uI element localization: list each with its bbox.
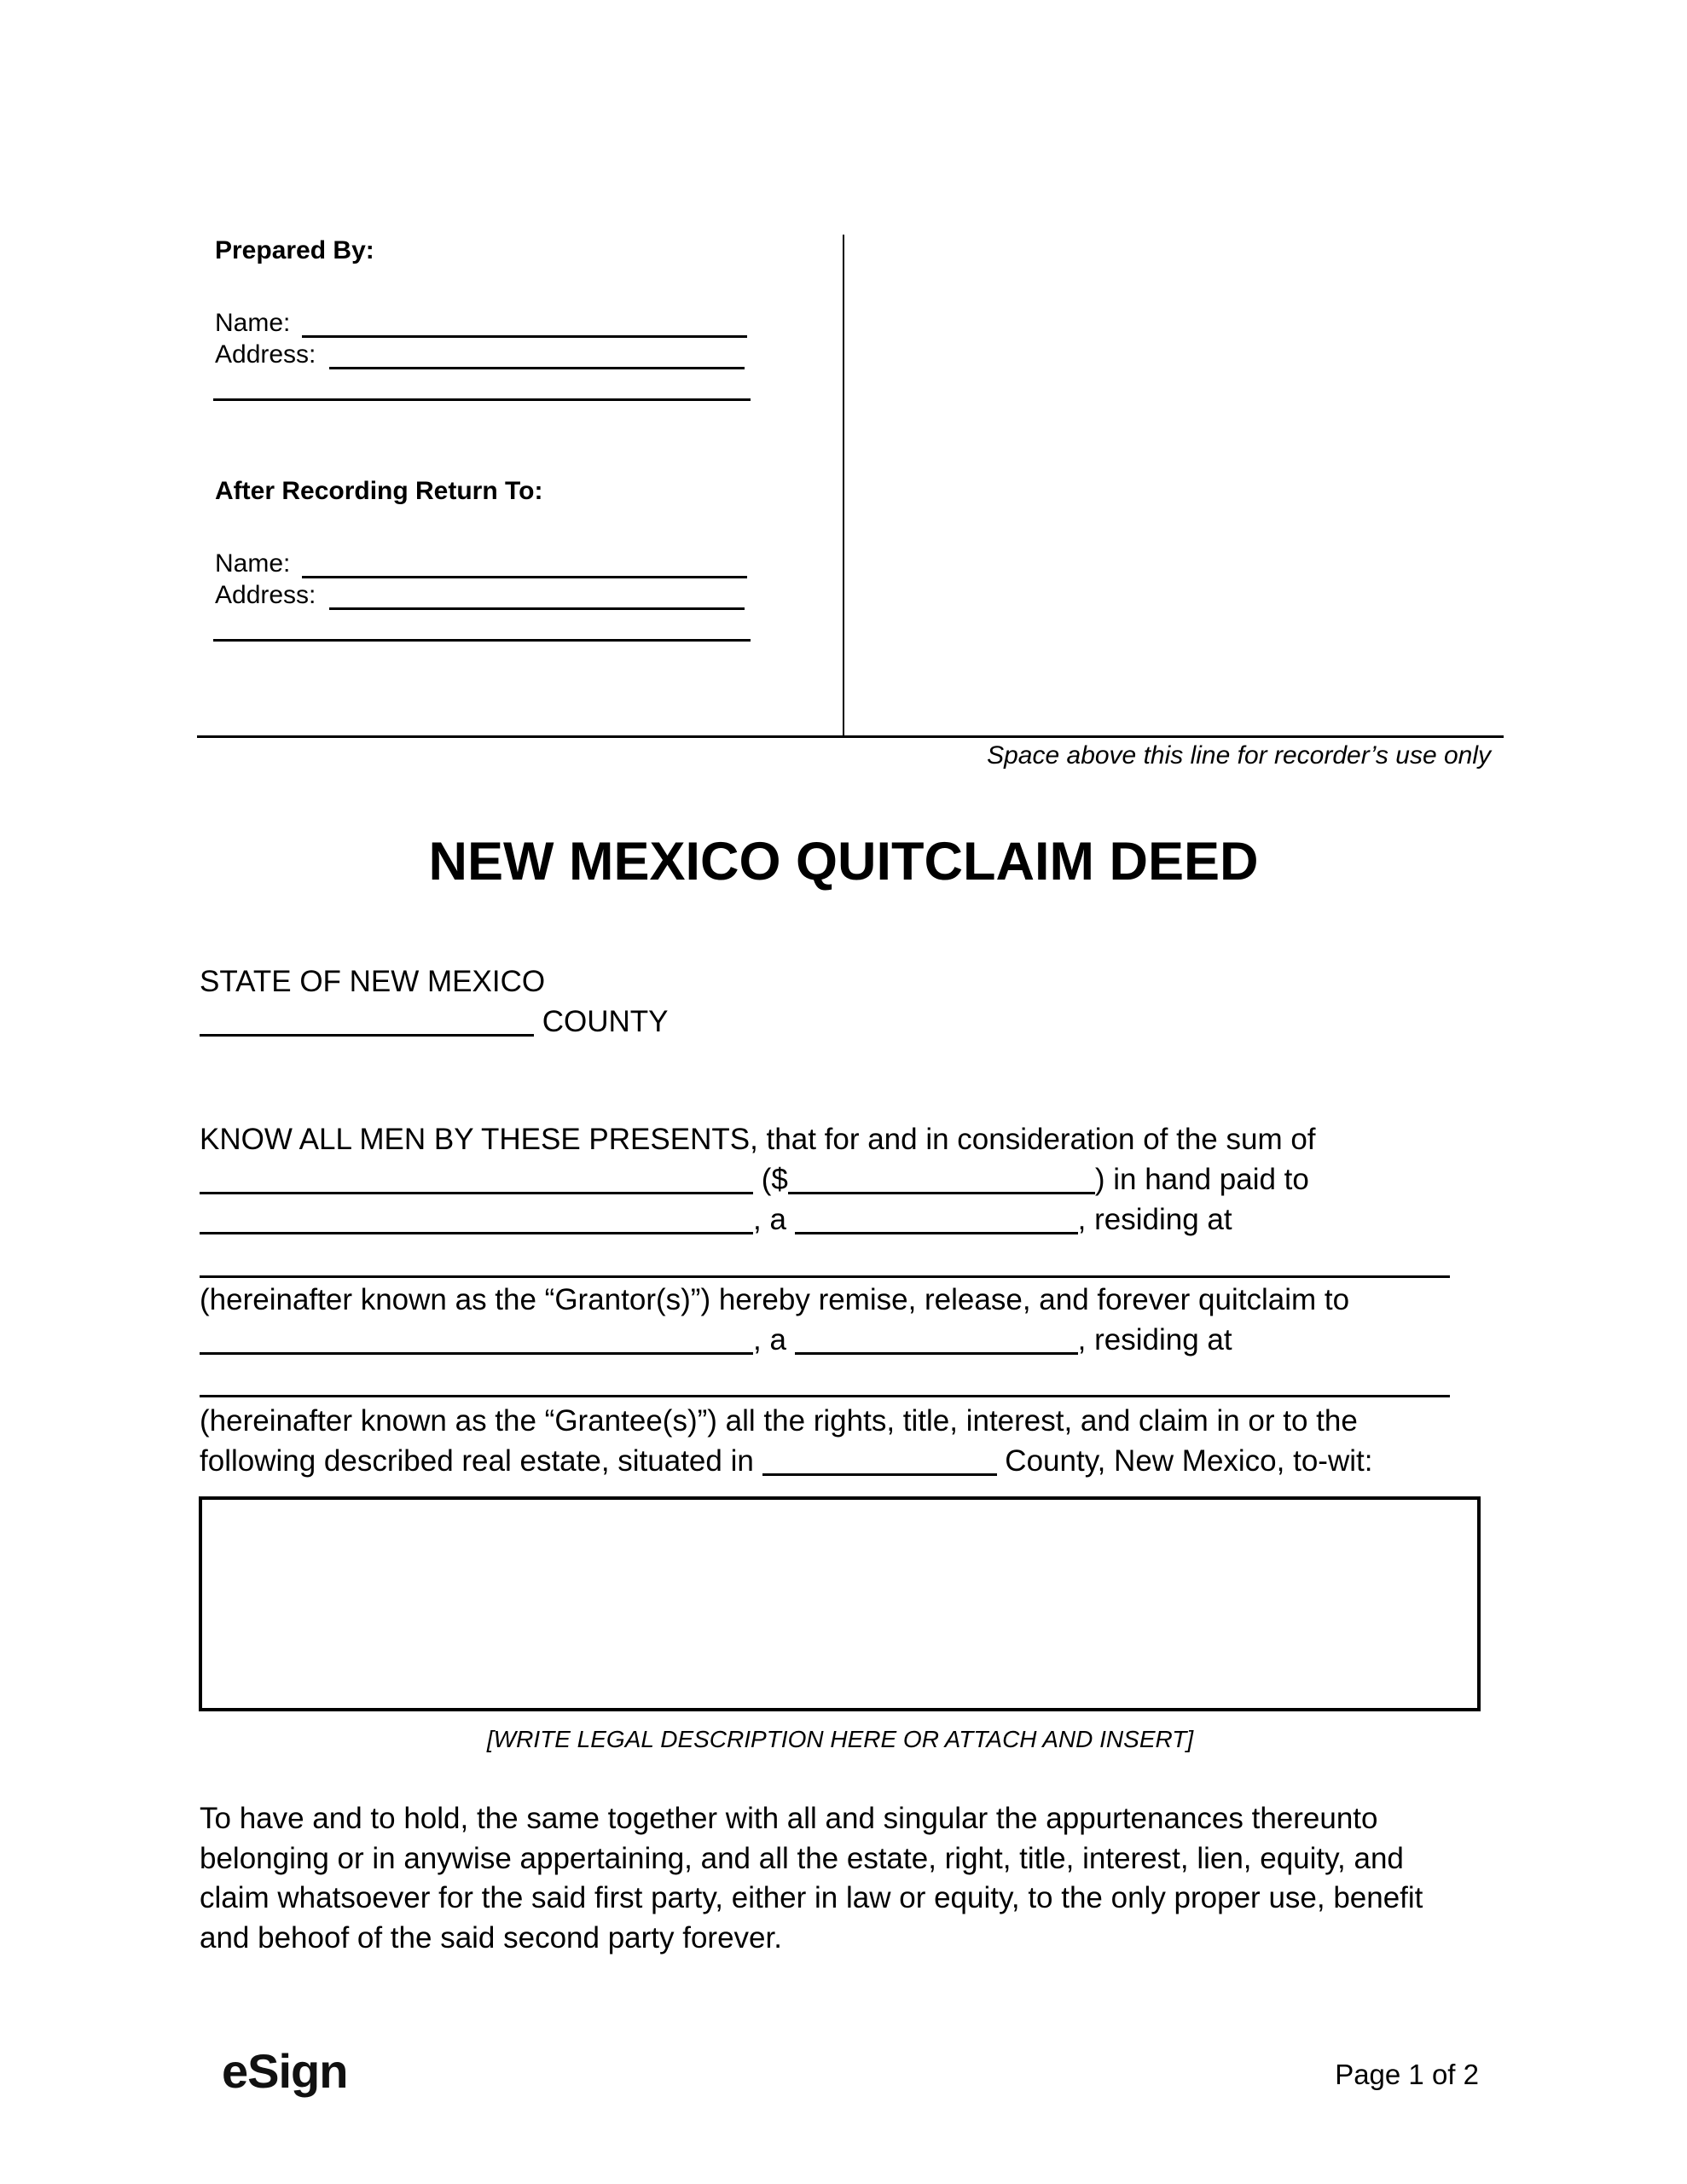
consideration-line-1: KNOW ALL MEN BY THESE PRESENTS, that for and in consideration of the sum of — [200, 1123, 1316, 1156]
return-to-address-line2-field[interactable] — [213, 639, 751, 642]
grantee-clause: (hereinafter known as the “Grantee(s)”) all the rights, title, interest, and claim in or to the — [200, 1404, 1358, 1438]
return-to-address-field[interactable] — [329, 607, 745, 610]
prepared-by-address-field[interactable] — [329, 367, 745, 369]
return-to-label: After Recording Return To: — [215, 477, 543, 505]
grantee-name-field[interactable] — [200, 1327, 753, 1355]
grantor-comma-a: , a — [753, 1203, 786, 1236]
recorder-horizontal-divider — [197, 735, 1504, 738]
state-label: STATE OF NEW MEXICO — [200, 965, 546, 998]
situated-line — [200, 1441, 1372, 1481]
prepared-by-name-field[interactable] — [302, 335, 747, 338]
prepared-by-name-label: Name: — [215, 309, 291, 337]
habendum-line: belonging or in anywise appertaining, and all the estate, right, title, interest, lien, equity, and — [200, 1842, 1404, 1875]
habendum-line: To have and to hold, the same together with all and singular the appurtenances thereunto — [200, 1802, 1378, 1835]
grantor-clause: (hereinafter known as the “Grantor(s)”) hereby remise, release, and forever quitclaim to — [200, 1283, 1350, 1316]
county-suffix: COUNTY — [542, 1005, 669, 1038]
situated-county-field[interactable] — [762, 1448, 997, 1476]
consideration-line-2 — [200, 1159, 1309, 1199]
page-number: Page 1 of 2 — [1335, 2059, 1479, 2090]
situated-suffix: County, New Mexico, to-wit: — [1005, 1444, 1373, 1478]
grantee-comma-a: , a — [753, 1323, 786, 1356]
grantor-address-field[interactable] — [200, 1275, 1450, 1278]
prepared-by-label: Prepared By: — [215, 236, 374, 264]
recorder-use-note: Space above this line for recorder’s use only — [987, 741, 1491, 770]
grantor-name-field[interactable] — [200, 1206, 753, 1234]
dollar-open: ($ — [761, 1163, 788, 1196]
habendum-line: and behoof of the said second party forever. — [200, 1921, 782, 1955]
county-field[interactable] — [200, 1008, 534, 1037]
county-line — [200, 1002, 669, 1042]
return-to-address-label: Address: — [215, 581, 316, 609]
habendum-line: claim whatsoever for the said first party, either in law or equity, to the only proper use, benefit — [200, 1881, 1423, 1914]
return-to-name-field[interactable] — [302, 576, 747, 578]
esign-logo: eSign — [222, 2044, 348, 2098]
legal-description-box[interactable] — [199, 1496, 1481, 1711]
consideration-amount-field[interactable] — [788, 1166, 1095, 1194]
grantor-residing-at: , residing at — [1077, 1203, 1232, 1236]
return-to-name-label: Name: — [215, 549, 291, 578]
grantee-status-field[interactable] — [795, 1327, 1078, 1355]
document-title: NEW MEXICO QUITCLAIM DEED — [428, 832, 1259, 892]
grantee-address-field[interactable] — [200, 1395, 1450, 1397]
dollar-close: ) in hand paid to — [1094, 1163, 1309, 1196]
grantee-line — [200, 1320, 1232, 1360]
prepared-by-address-label: Address: — [215, 340, 316, 369]
grantee-residing-at: , residing at — [1077, 1323, 1232, 1356]
prepared-by-address-line2-field[interactable] — [213, 398, 751, 401]
consideration-words-field[interactable] — [200, 1166, 753, 1194]
situated-prefix: following described real estate, situated in — [200, 1444, 754, 1478]
grantor-status-field[interactable] — [795, 1206, 1078, 1234]
legal-description-caption: [WRITE LEGAL DESCRIPTION HERE OR ATTACH AND INSERT] — [486, 1726, 1194, 1752]
grantor-line — [200, 1199, 1232, 1240]
recorder-vertical-divider — [843, 235, 844, 738]
